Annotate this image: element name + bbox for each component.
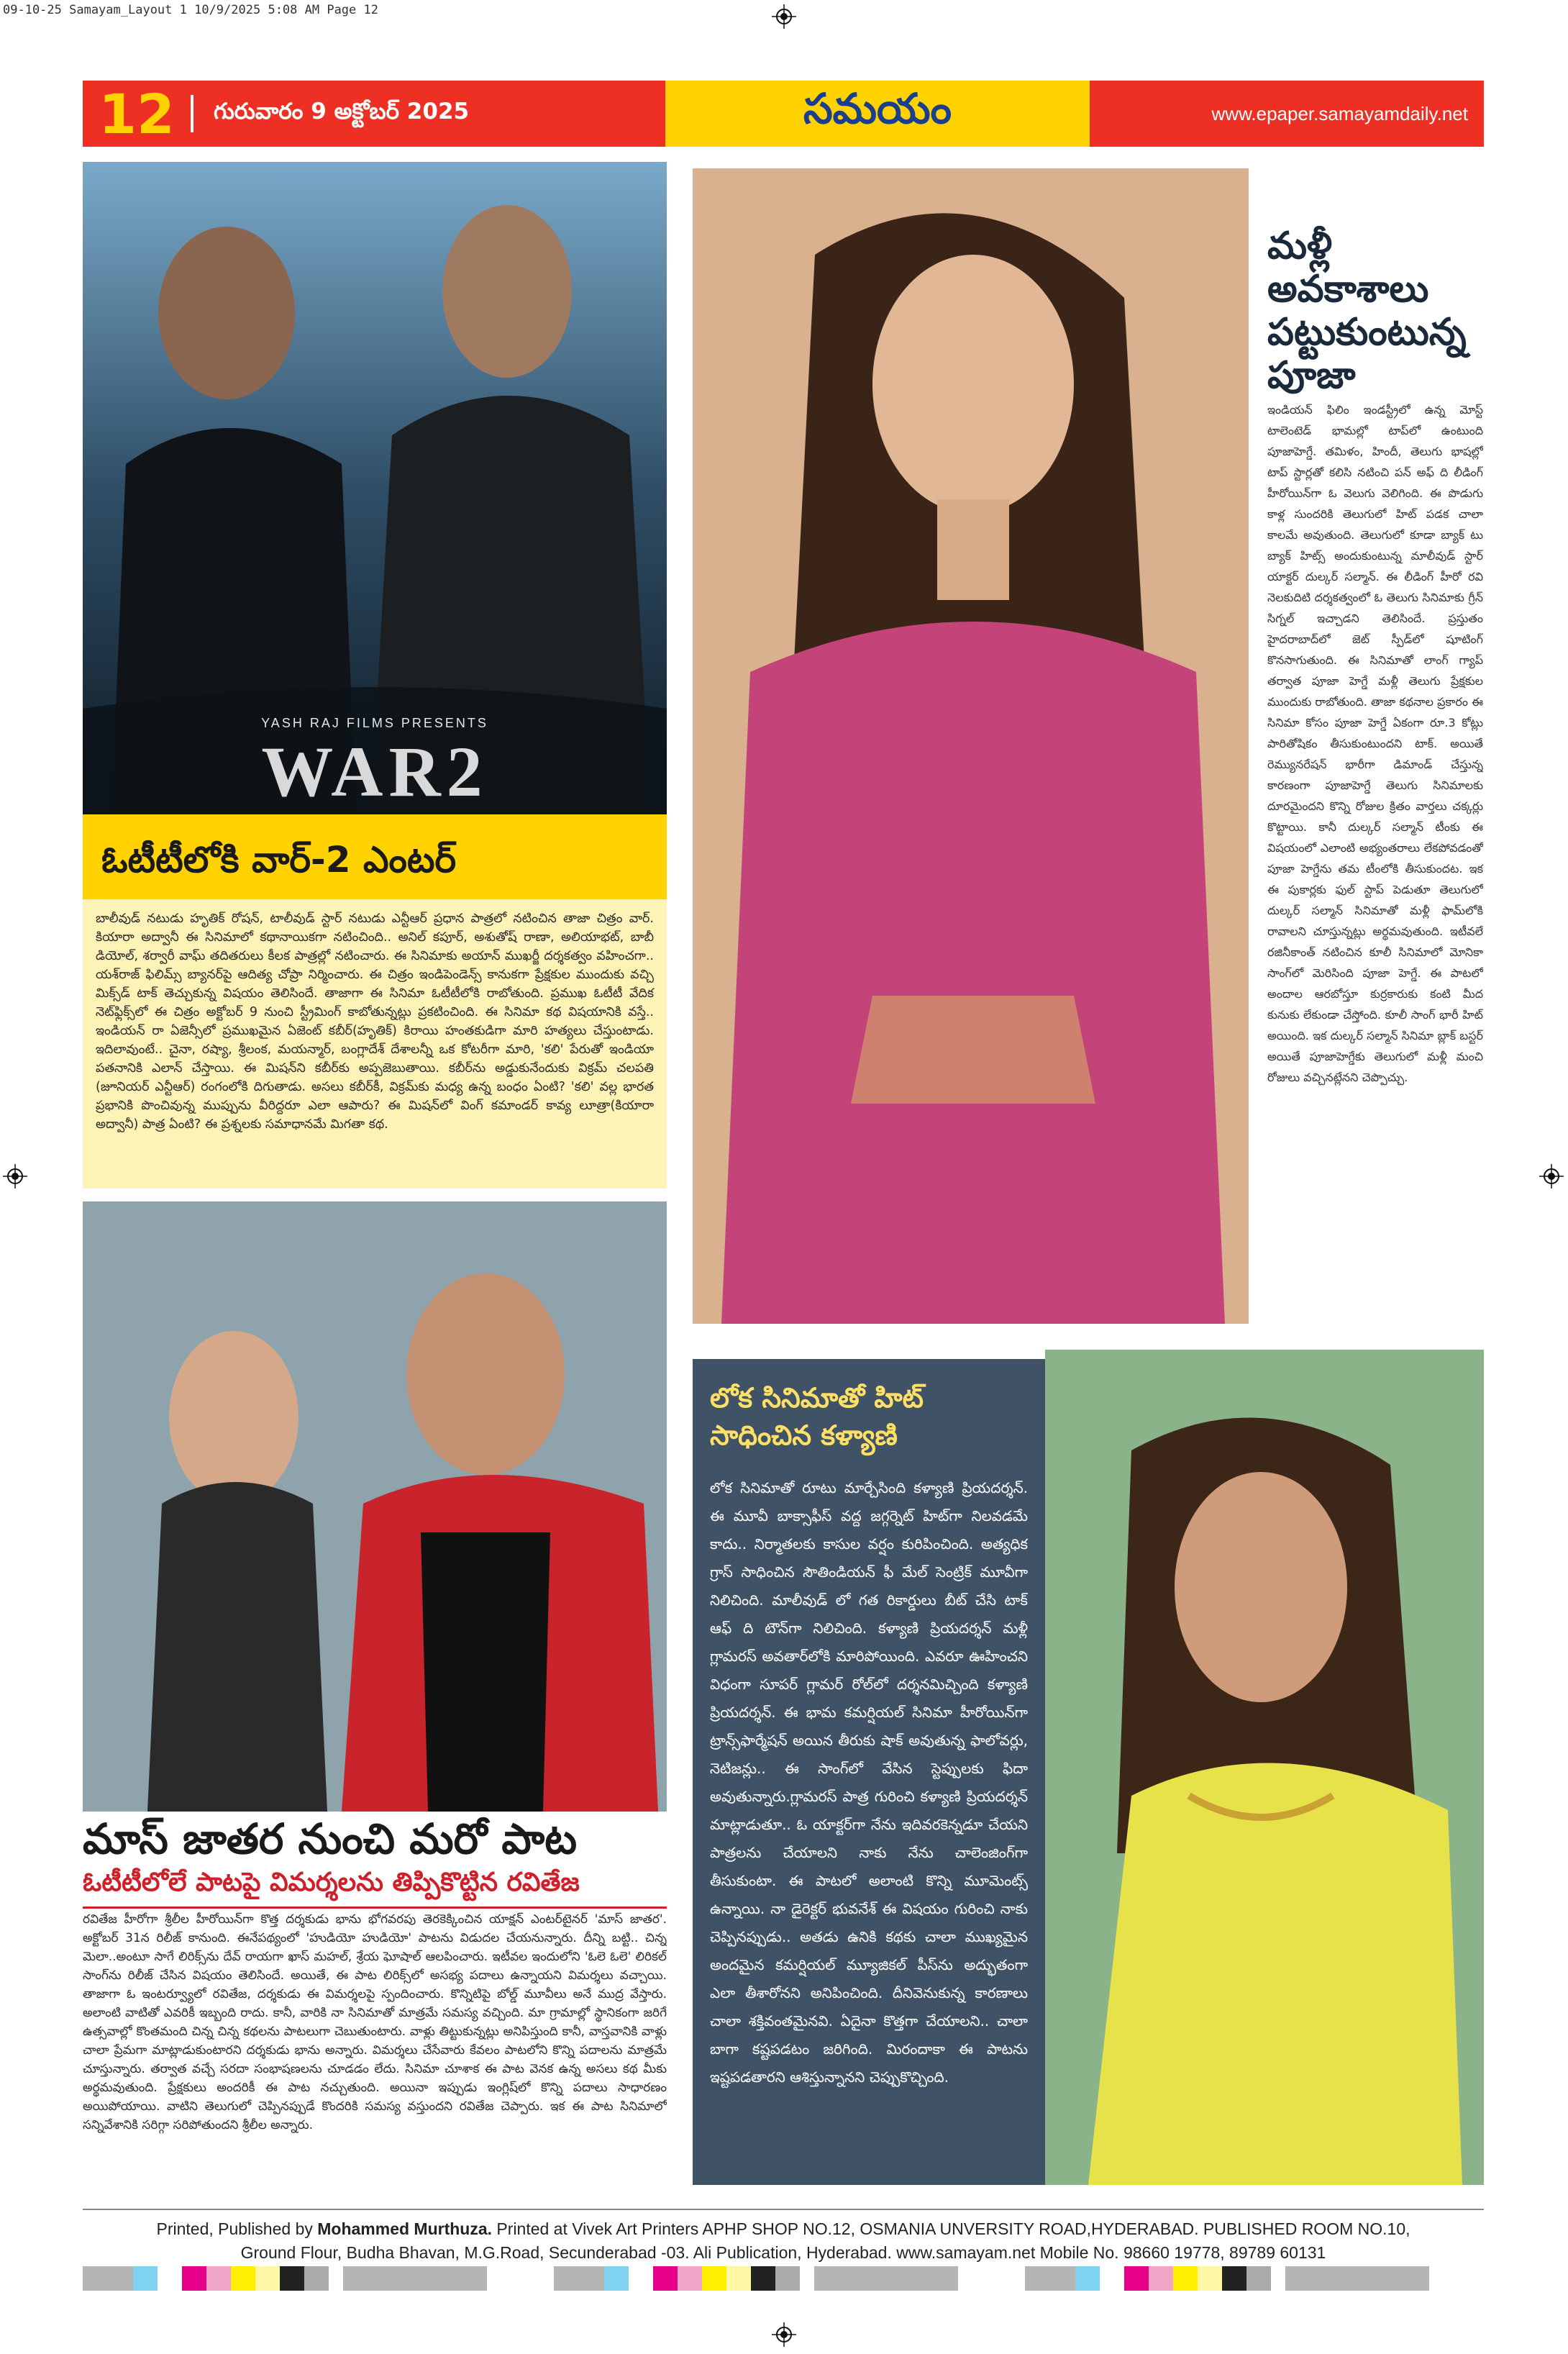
- mass-jathara-photo: [83, 1201, 667, 1812]
- imprint-line-1: [83, 2217, 1484, 2241]
- kalyani-article-box: [693, 1359, 1045, 2185]
- mass-subheadline: ఓటీటీలోలే పాటపై విమర్శలను తిప్పికొట్టిన రవితేజ: [83, 1868, 667, 1909]
- issue-date: గురువారం 9 అక్టోబర్ 2025: [214, 98, 470, 124]
- pooja-photo: [693, 168, 1249, 1324]
- kalyani-headline: లోక సినిమాతో హిట్ సాధించిన కళ్యాణి: [710, 1382, 924, 1451]
- imprint-line-1-rest: Printed at Vivek Art Printers APHP SHOP NO.12, OSMANIA UNVERSITY ROAD,HYDERABAD. PUBLISHED ROOM NO.10,: [492, 2219, 1410, 2238]
- imprint-line-2: Ground Flour, Budha Bhavan, M.G.Road, Secunderabad -03. Ali Publication, Hyderabad. www.samayam.net Mobile No. 98660 19778, 89789 60131: [240, 2243, 1326, 2262]
- masthead-logo: సమయం: [803, 83, 952, 133]
- war2-poster-image: [83, 162, 667, 814]
- kalyani-photo: [1045, 1350, 1484, 2185]
- header-website-band: [1090, 81, 1484, 147]
- color-bar-right: [1025, 2266, 1429, 2291]
- war2-headline: ఓటీటీలోకి వార్-2 ఎంటర్: [101, 839, 457, 881]
- footer-rule: [83, 2209, 1484, 2210]
- imprint-publisher: Mohammed Murthuza.: [317, 2219, 493, 2238]
- poster-title: WAR2: [261, 732, 488, 812]
- website-link[interactable]: www.epaper.samayamdaily.net: [1211, 102, 1468, 124]
- page-number: 12: [99, 81, 175, 146]
- registration-mark-right-icon: [1539, 1164, 1564, 1189]
- color-bar-left: [83, 2266, 487, 2291]
- pooja-article-body: ఇండియన్ ఫిలిం ఇండస్ట్రీలో ఉన్న మోస్ట్ టాలెంటెడ్ భామల్లో టాప్‌లో ఉంటుంది పూజాహెగ్డే. తమిళం, హిందీ, తెలుగు భాషల్లో టాప్ స్టార్లతో కలిసి నటించి పన్ అఫ్ ది లీడింగ్ హీరోయిన్‌గా ఓ వెలుగు వెలిగింది. ఈ పొడుగు కాళ్ల సుందరికి తెలుగులో హిట్ పడక చాలా కాలమే అవుతుంది. తెలుగులో కూడా బ్యాక్ టు బ్యాక్ హిట్స్ అందుకుంటున్న మాలీవుడ్ స్టార్ యాక్టర్ దుల్కర్ సల్మాన్. ఈ లీడింగ్ హీరో రవి నెలకుదిటి దర్శకత్వంలో ఓ తెలుగు సినిమాకు గ్రీన్ సిగ్నల్ ఇచ్చాడని తెలిసిందే. ప్రస్తుతం హైదరాబాద్‌లో జెట్ స్పీడ్‌లో షూటింగ్ కొనసాగుతుంది. ఈ సినిమాతో లాంగ్ గ్యాప్ తర్వాత పూజా హెగ్డే మళ్లీ తెలుగు ప్రేక్షకుల ముందుకు రాబోతుంది. తాజా కథనాల ప్రకారం ఈ సినిమా కోసం పూజా హెగ్డే ఏకంగా రూ.3 కోట్లు పారితోషికం తీసుకుంటుందని టాక్. అయితే రెమ్యునరేషన్ భారీగా డిమాండ్ చేస్తున్న కారణంగా పూజాహెగ్డే తెలుగు సినిమాలకు దూరమైందని కొన్ని రోజుల క్రితం వార్తలు చక్కర్లు కొట్టాయి. కానీ దుల్కర్ సల్మాన్ టీంకు ఈ విషయంలో ఎలాంటి అభ్యంతరాలు లేకపోవడంతో పూజా హెగ్డేను తమ టీంలోకి తీసుకుందట. ఇక ఈ పుకార్లకు ఫుల్ స్టాప్ పెడుతూ తెలుగులో దుల్కర్ సల్మాన్ సినిమాతో మళ్లీ ఫామ్‌లోకి రావాలని చూస్తున్నట్లు అర్థమవుతుంది. ఇటీవలే రజినీకాంత్ నటించిన కూలీ సినిమాలో మోనికా సాంగ్‌లో మెరిసింది పూజా హెగ్డే. ఈ పాటలో అందాల ఆరబోస్తూ కుర్రకారుకు కంటి మీద కునుకు లేకుండా చేస్తోంది. కూలీ సాంగ్ భారీ హిట్ అయింది. ఇక దుల్కర్ సల్మాన్ సినిమా బ్లాక్ బస్టర్ అయితే పూజాహెగ్డేకు తెలుగులో మళ్లీ మంచి రోజులు వచ్చినట్లేనని చెప్పొచ్చు.: [1267, 403, 1483, 1084]
- kalyani-article-body: లోక సినిమాతో రూటు మార్చేసింది కళ్యాణి ప్రియదర్శన్. ఈ మూవీ బాక్సాఫీస్ వద్ద జగ్గర్నెట్ హిట్‌గా నిలవడమే కాదు.. నిర్మాతలకు కాసుల వర్షం కురిపించింది. అత్యధిక గ్రాస్ సాధించిన సౌతిండియన్ ఫీ మేల్ సెంట్రిక్ మూవీగా నిలిచింది. మాలీవుడ్ లో గత రికార్డులు బీట్ చేసి టాక్ ఆఫ్ ది టౌన్‌గా నిలిచింది. కళ్యాణి ప్రియదర్శన్ మళ్లీ గ్లామరస్ అవతార్‌లోకి మారిపోయింది. ఎవరూ ఊహించని విధంగా సూపర్ గ్లామర్ రోల్‌లో దర్శనమిచ్చింది కళ్యాణి ప్రియదర్శన్. ఈ భామ కమర్షియల్ సినిమా హీరోయిన్‌గా ట్రాన్స్‌ఫార్మేషన్ అయిన తీరుకు షాక్ అవుతున్న ఫాలోవర్లు, నెటిజన్లు.. ఈ సాంగ్‌లో వేసిన స్టెప్పులకు ఫిదా అవుతున్నారు.గ్లామరస్ పాత్ర గురించి కళ్యాణి ప్రియదర్శన్ మాట్లాడుతూ.. ఓ యాక్టర్‌గా నేను ఇదివరకెన్నడూ చేయని పాత్రలను చేయాలని నాకు నేను చాలెంజింగ్‌గా తీసుకుంటా. ఈ పాటలో అలాంటి కొన్ని మూమెంట్స్ ఉన్నాయి. నా డైరెక్టర్ భువనేశ్ ఈ విషయం గురించి నాకు చెప్పినప్పుడు.. అతడు ఉనికి కథకు చాలా ముఖ్యమైన అందమైన కమర్షియల్ మ్యూజికల్ పీస్‌ను అద్భుతంగా ఎలా తీశారోనని అనిపించింది. దీనివెనుకున్న కారణాలు చాలా శక్తివంతమైనవి. ఏదైనా కొత్తగా చేయాలని.. చాలా బాగా కష్టపడటం జరిగింది. మిరందాకా ఈ పాటను ఇష్టపడతారని ఆశిస్తున్నానని చెప్పుకొచ్చింది.: [710, 1479, 1028, 2086]
- mass-headline: మాస్ జాతర నుంచి మరో పాట: [83, 1814, 577, 1863]
- war2-headline-box: [83, 814, 667, 899]
- color-bar-center: [554, 2266, 958, 2291]
- mass-article-body: రవితేజ హీరోగా శ్రీలీల హీరోయిన్‌గా కొత్త దర్శకుడు భాను భోగవరపు తెరకెక్కించిన యాక్షన్ ఎంటర్‌టైనర్ 'మాస్ జాతర'. అక్టోబర్ 31న రిలీజ్ కానుంది. ఈనేపథ్యంలో 'హుడియో హుడియో' పాటను విడుదల చేయనున్నారు. దీన్ని బట్టి.. చిన్న మెలా..అంటూ సాగే లిరిక్స్‌ను దేవ్ రాయగా ఖాస్ మహల్, శ్రేయ ఘోషాల్ ఆలపించారు. ఇటీవల ఇందులోని 'ఓలె ఓలె' లిరికల్ సాంగ్‌ను రిలీజ్ చేసిన విషయం తెలిసిందే. అయితే, ఈ పాట లిరిక్స్‌లో అసభ్య పదాలు ఉన్నాయని విమర్శలు వచ్చాయి. తాజాగా ఓ ఇంటర్వ్యూలో రవితేజ, దర్శకుడు ఈ విమర్శలపై స్పందించారు. కొన్నిటిపై బోల్డ్ మూవీలు అనే ముద్ర వేస్తారు. అలాంటి వాటితో ఎవరికీ ఇబ్బంది రాదు. కానీ, వారికి నా సినిమాతో మాత్రమే సమస్య వచ్చింది. మా గ్రామాల్లో స్థానికంగా జరిగే ఉత్సవాల్లో కొంతమంది చిన్న చిన్న కథలను పాటలుగా చెబుతుంటారు. వాళ్లు తిట్టుకున్నట్లు అనిపిస్తుంది కానీ, వాస్తవానికి వాళ్లు చాలా ప్రేమగా మాట్లాడుకుంటారని దర్శకుడు భాను అన్నారు. విమర్శలు చేసేవారు కేవలం పాటలోని కొన్ని పదాలను మాత్రమే చూస్తున్నారు. తర్వాత వచ్చే సరదా సంభాషణలను చూడడం లేదు. సినిమా చూశాక ఈ పాట వెనక ఉన్న అసలు కథ మీకు అర్థమవుతుంది. ప్రేక్షకులు అందరికీ ఈ పాట నచ్చుతుంది. అయినా ఇప్పుడు ఇంగ్లిష్‌లో కొన్ని పదాలు సాధారణం అయిపోయాయి. వాటిని తెలుగులో చెప్పినప్పుడే కొందరికి సమస్య వస్తుందని రవితేజ చెప్పారు. ఇక ఈ పాట సినిమాలో సన్నివేశానికి సరిగ్గా సరిపోతుందని శ్రీలీల అన్నారు.: [83, 1912, 667, 2132]
- page-header: [83, 81, 1484, 147]
- imprint-line: [83, 2217, 1484, 2265]
- war2-article-body: బాలీవుడ్ నటుడు హృతిక్ రోషన్, టాలీవుడ్ స్టార్ నటుడు ఎన్టీఆర్ ప్రధాన పాత్రలో నటించిన తాజా చిత్రం వార్. కియారా అద్వానీ ఈ సినిమాలో కథానాయికగా నటించింది.. అనిల్ కపూర్, అశుతోష్ రాణా, అలియాభట్, బాబీ డియోల్, శర్వారీ వాఘ్ తదితరులు కీలక పాత్రల్లో నటించారు. ఈ సినిమాకు అయాన్ ముఖర్జీ దర్శకత్వం వహించగా.. యశ్‌రాజ్ ఫిలిమ్స్ బ్యానర్‌పై ఆదిత్య చోప్రా నిర్మించారు. ఈ చిత్రం ఇండిపెండెన్స్ కానుకగా ప్రేక్షకుల ముందుకు వచ్చి మిక్స్‌డ్ టాక్ తెచ్చుకున్న విషయం తెలిసిందే. తాజాగా ఈ సినిమా ఓటీటీలోకి రాబోతుంది. ప్రముఖ ఓటీటీ వేదిక నెట్‌ఫ్లిక్స్‌లో ఈ చిత్రం అక్టోబర్ 9 నుంచి స్ట్రీమింగ్ కాబోతున్నట్లు ప్రకటించింది. ఈ సినిమా కథ విషయానికి వస్తే.. ఇండియన్ రా ఏజెన్సీలో ప్రముఖమైన ఏజెంట్ కబీర్(హృతిక్) కిరాయి హంతకుడిగా మారి హత్యలు చేస్తుంటాడు. ఇదిలావుంటే.. చైనా, రష్యా, శ్రీలంక, మయన్మార్, బంగ్లాదేశ్ దేశాలన్నీ ఒక కోటరీగా మారి, 'కలి' పేరుతో ఇండియా పతనానికి ఎలాన్ చేస్తాయి. ఈ మిషన్‌ని కబీర్‌కు అప్పజెబుతాయి. కబీర్‌ను అడ్డుకునేందుకు విక్రమ్ చలపతి (జూనియర్ ఎన్టీఆర్) రంగంలోకి దిగుతాడు. అసలు కబీర్‌కీ, విక్రమ్‌కు మధ్య ఉన్న బంధం ఏంటి? 'కలి' వల్ల భారత ప్రభానికి పొంచివున్న ముప్పును వీరిద్దరూ ఎలా ఆపారు? ఈ మిషన్‌లో వింగ్ కమాండర్ కావ్య లూత్రా(కియారా అద్వానీ) పాత్ర ఏంటి? ఈ ప్రశ్నలకు సమాధానమే మిగతా కథ.: [83, 899, 667, 1189]
- header-divider: [191, 95, 193, 132]
- pooja-headline: మళ్లీ అవకాశాలు పట్టుకుంటున్న పూజా: [1267, 224, 1467, 397]
- registration-mark-bottom-icon: [772, 2322, 796, 2347]
- poster-credit: YASH RAJ FILMS PRESENTS: [261, 716, 488, 730]
- registration-mark-left-icon: [3, 1164, 27, 1189]
- header-masthead-band: [665, 81, 1090, 147]
- registration-mark-top-icon: [772, 4, 796, 29]
- imprint-prefix: Printed, Published by: [156, 2219, 318, 2238]
- header-left-band: [83, 81, 665, 147]
- print-slug: 09-10-25 Samayam_Layout 1 10/9/2025 5:08 AM Page 12: [3, 3, 378, 17]
